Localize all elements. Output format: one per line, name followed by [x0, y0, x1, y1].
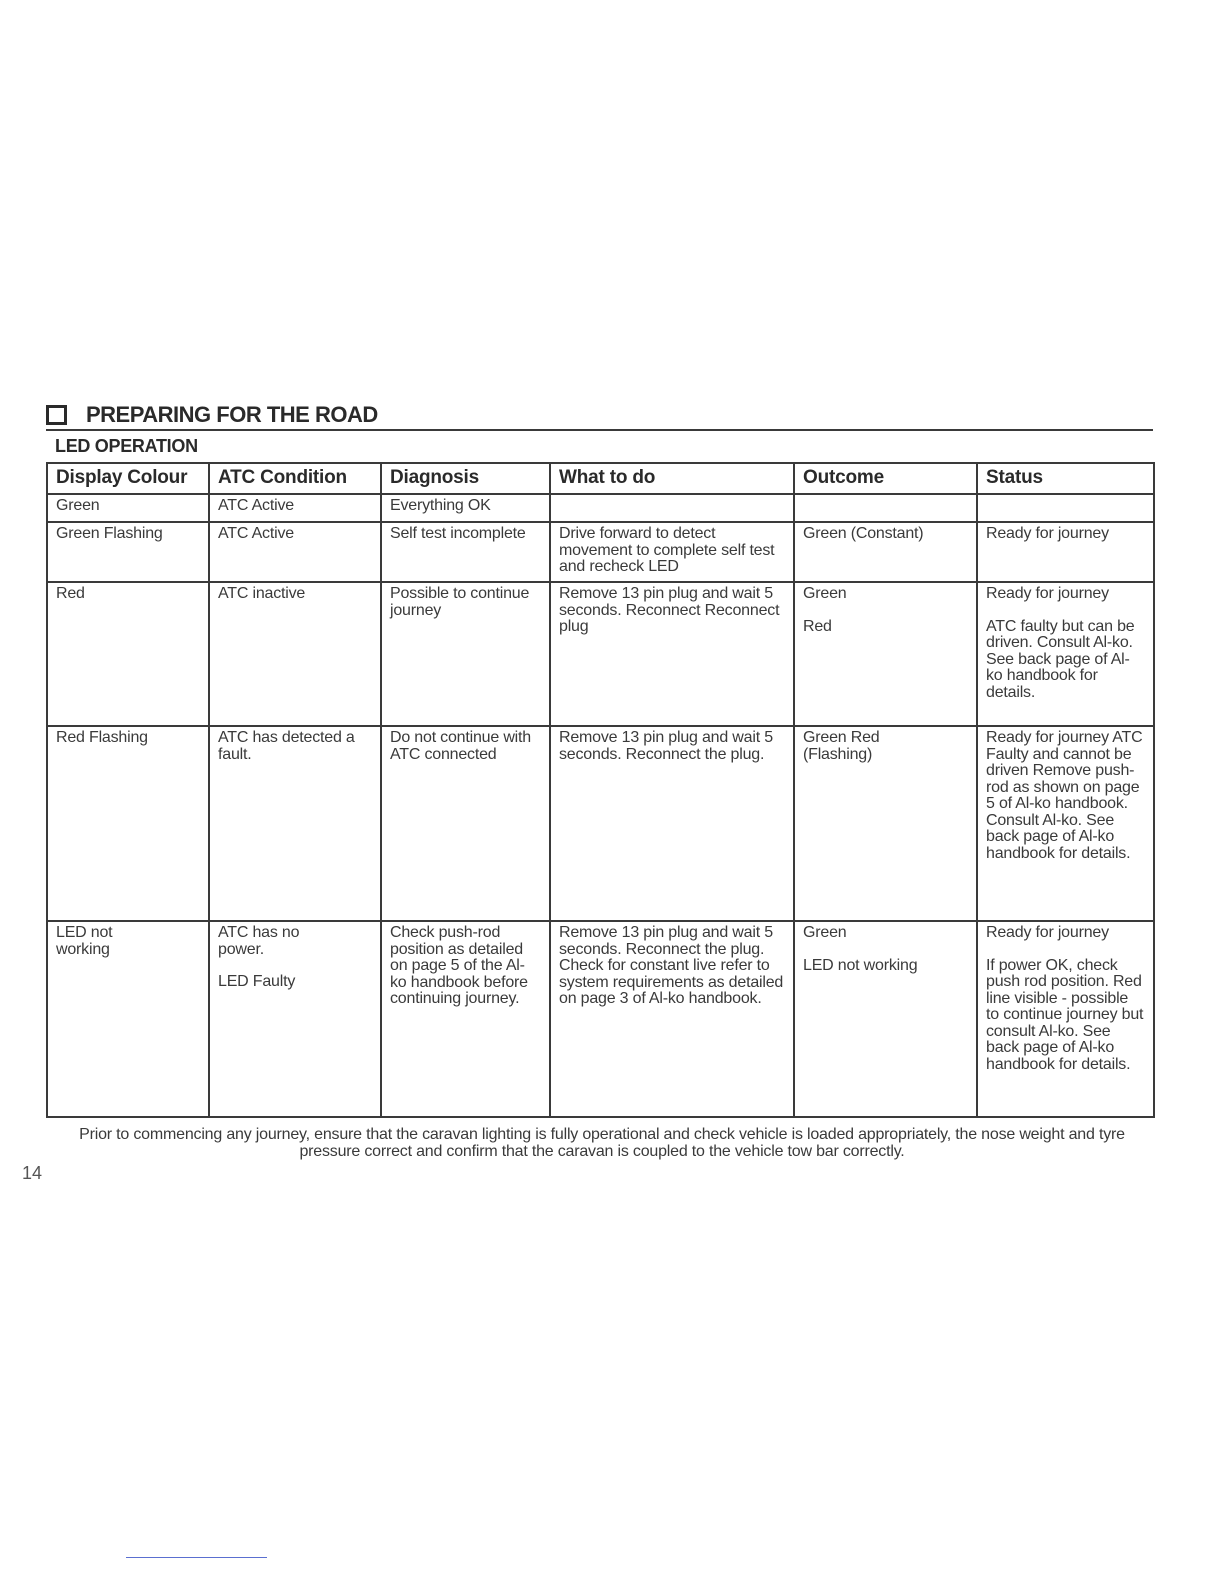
cell-text: Green Flashing — [56, 525, 163, 542]
table-cell — [209, 522, 381, 582]
table-cell — [977, 522, 1154, 582]
cell-text: ATC has detected a fault. — [218, 729, 355, 763]
table-cell — [550, 726, 794, 921]
cell-text: LED not working — [803, 956, 918, 974]
table-cell — [209, 582, 381, 726]
table-cell — [381, 582, 550, 726]
subtitle: LED OPERATION — [55, 436, 198, 456]
column-header: Status — [977, 463, 1154, 494]
cell-text: Check push-rod position as detailed on page 5 of the Al-ko handbook before continuing journey. — [390, 924, 528, 1007]
cell-text: Possible to continue journey — [390, 585, 530, 619]
table-cell — [977, 582, 1154, 726]
cell-text: Everything OK — [390, 497, 491, 514]
column-header: Display Colour — [47, 463, 209, 494]
table-cell — [209, 726, 381, 921]
table-cell — [794, 522, 977, 582]
table-cell — [794, 726, 977, 921]
table-cell — [794, 921, 977, 1117]
footer-note: Prior to commencing any journey, ensure that the caravan lighting is fully operational and check vehicle is loaded appropriately, the nose weight and tyre pressure correct and confirm that the caravan is coupled to the vehicle tow bar correctly. — [79, 1126, 1125, 1160]
cell-text: LED not working — [56, 924, 113, 958]
table-cell — [550, 921, 794, 1117]
column-header: Outcome — [794, 463, 977, 494]
cell-text: Ready for journey — [986, 585, 1109, 602]
cell-text: Drive forward to detect movement to complete self test and recheck LED — [559, 525, 775, 575]
table-row — [47, 921, 1154, 1117]
page-number: 14 — [22, 1163, 43, 1183]
table-cell — [381, 522, 550, 582]
table-cell — [550, 494, 794, 522]
cell-text: If power OK, check push rod position. Red line visible - possible to continue journey but consult Al-ko. See back page of Al-ko handbook for details. — [986, 956, 1144, 1073]
table-cell — [977, 494, 1154, 522]
table-cell — [794, 494, 977, 522]
table-row — [47, 494, 1154, 522]
cell-text: Remove 13 pin plug and wait 5 seconds. Reconnect Reconnect plug — [559, 585, 780, 635]
cell-text: ATC Active — [218, 525, 294, 542]
cell-text: Green Red (Flashing) — [803, 729, 880, 763]
checkbox-icon — [46, 405, 67, 425]
table-cell — [977, 921, 1154, 1117]
cell-text: Do not continue with ATC connected — [390, 729, 531, 763]
cell-text: Remove 13 pin plug and wait 5 seconds. Reconnect the plug. Check for constant live refer to system requirements as detailed on page 3 of Al-ko handbook. — [559, 924, 784, 1007]
cell-text: Red — [56, 585, 85, 602]
cell-text: Red — [803, 617, 832, 635]
table-cell — [47, 522, 209, 582]
table-cell — [47, 726, 209, 921]
cell-text: Green — [803, 924, 847, 941]
table-cell — [550, 582, 794, 726]
column-header: Diagnosis — [381, 463, 550, 494]
cell-text: ATC inactive — [218, 585, 306, 602]
cell-text: ATC has no power. — [218, 924, 300, 958]
table-row — [47, 726, 1154, 921]
section-title: PREPARING FOR THE ROAD — [86, 402, 378, 427]
column-header: What to do — [550, 463, 794, 494]
table-cell — [550, 522, 794, 582]
cell-text: Ready for journey — [986, 525, 1109, 542]
cell-text: Red Flashing — [56, 729, 148, 746]
cell-text: Green — [803, 585, 847, 602]
table-cell — [209, 921, 381, 1117]
cell-text: Remove 13 pin plug and wait 5 seconds. Reconnect the plug. — [559, 729, 773, 763]
cell-text: Self test incomplete — [390, 525, 526, 542]
divider — [126, 1557, 267, 1558]
column-header: ATC Condition — [209, 463, 381, 494]
table-cell — [47, 921, 209, 1117]
table-cell — [794, 582, 977, 726]
cell-text: LED Faulty — [218, 973, 296, 990]
cell-text: ATC Active — [218, 497, 294, 514]
section-header — [46, 401, 1153, 431]
cell-text: Green (Constant) — [803, 525, 924, 542]
led-operation-table — [46, 462, 1155, 1118]
table-row — [47, 582, 1154, 726]
table-cell — [381, 494, 550, 522]
cell-text: Ready for journey ATC Faulty and cannot be driven Remove push-rod as shown on page 5 of Al-ko handbook. Consult Al-ko. See back page of Al-ko handbook for details. — [986, 729, 1143, 862]
cell-text: ATC faulty but can be driven. Consult Al-ko. See back page of Al-ko handbook for details. — [986, 617, 1135, 701]
table-cell — [977, 726, 1154, 921]
cell-text: Green — [56, 497, 100, 514]
table-cell — [381, 726, 550, 921]
cell-text: Ready for journey — [986, 924, 1109, 941]
table-row — [47, 522, 1154, 582]
table-cell — [47, 582, 209, 726]
table-header-row — [47, 463, 1154, 494]
table-cell — [47, 494, 209, 522]
table-cell — [381, 921, 550, 1117]
table-cell — [209, 494, 381, 522]
